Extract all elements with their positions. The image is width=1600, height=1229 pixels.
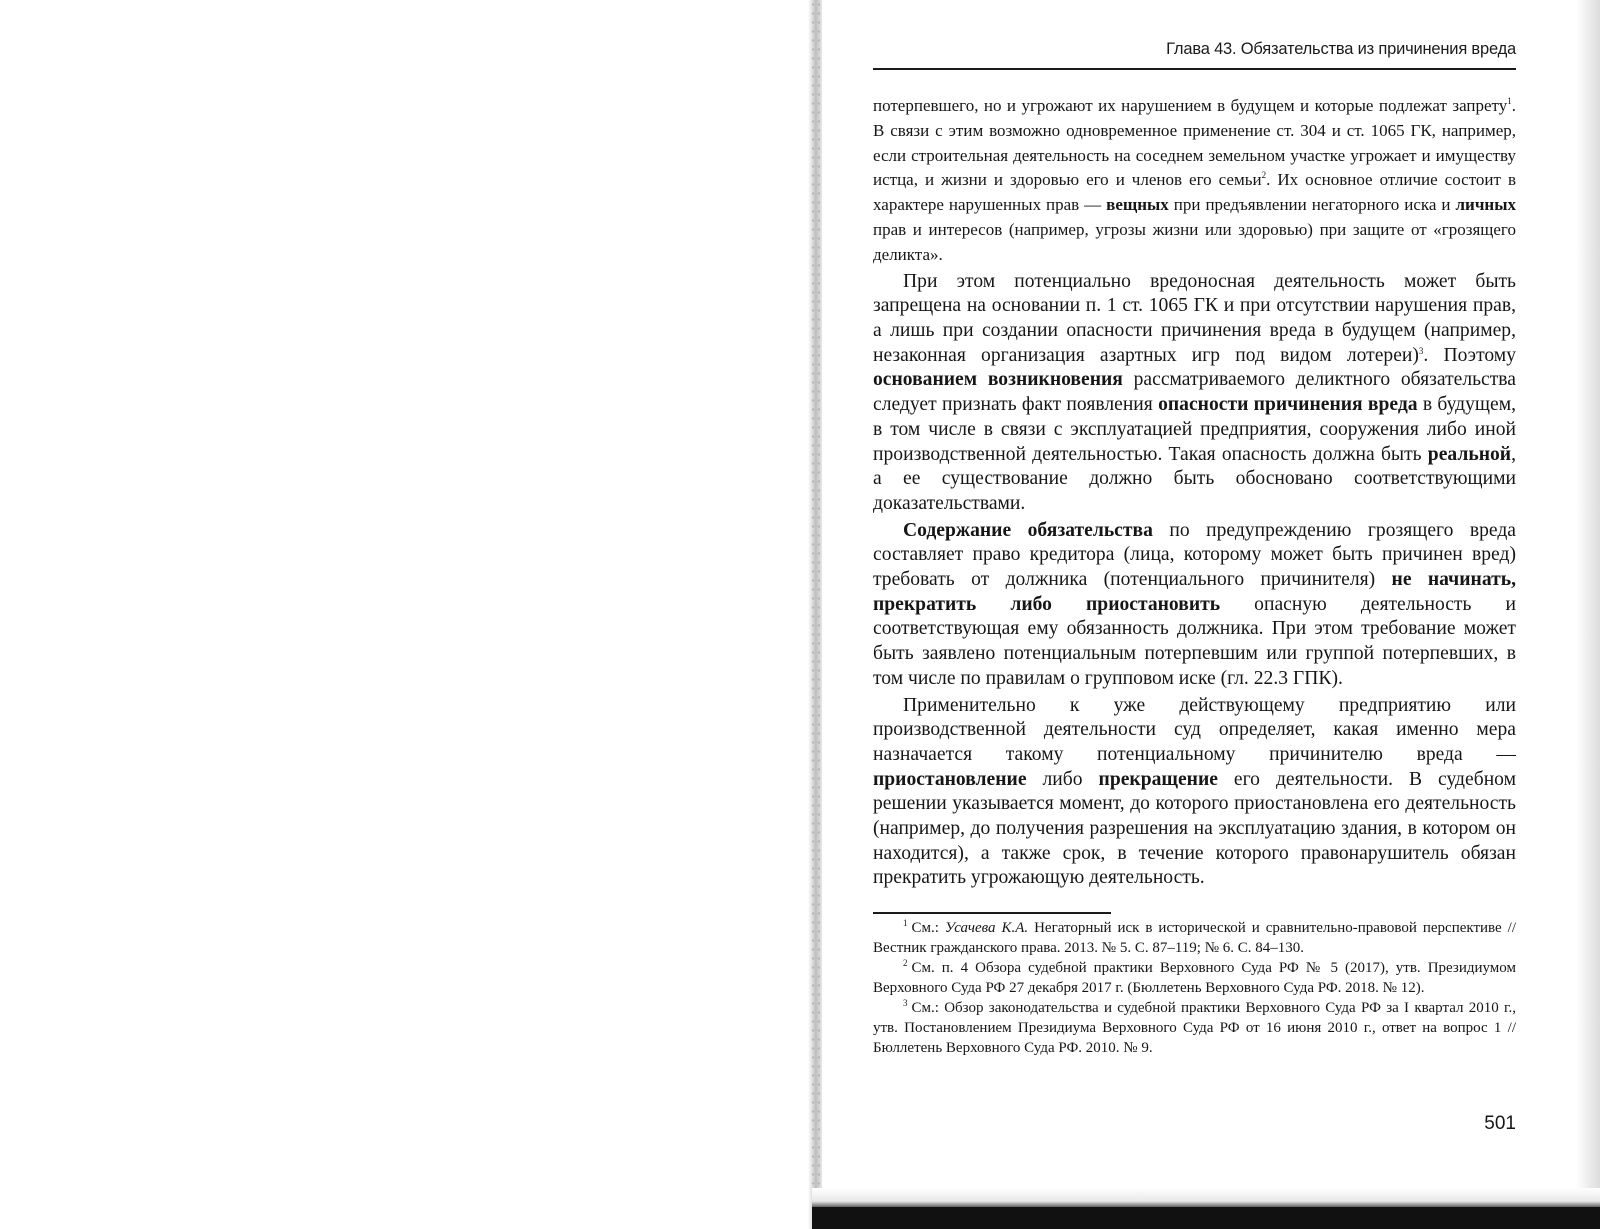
text-run: в будущем, в том числе в связи с эксплуатацией предприятия, сооружения либо иной производственной деятельностью. Такая опасность должна быть [873, 394, 1516, 465]
bold-term: опасности причинения вреда [1158, 394, 1418, 416]
footnote-number: 2 [903, 958, 908, 968]
text-run: Применительно к уже действующему предприятию или производственной деятельности суд определяет, какая именно мера назначается такому потенциальному причинителю вреда — [873, 694, 1516, 765]
paragraph-continuation [873, 94, 1516, 268]
page-number: 501 [1484, 1113, 1516, 1134]
bold-term: прекращение [1098, 768, 1218, 790]
text-run: по предупреждению грозящего вреда составляет право кредитора (лица, которому может быть причинен вред) требовать от должника (потенциального причинителя) [873, 519, 1516, 591]
footnote-ref-2: 2 [1261, 170, 1267, 181]
footnote-3 [873, 998, 1516, 1058]
text-run: опасную деятельность и соответствующая ему обязанность должника. При этом требование может быть заявлено потенциальным потерпевшим или группой потерпевших, в том числе по правилам о групповом иске (гл. 22.3 ГПК). [873, 593, 1516, 689]
paragraph-3 [873, 519, 1516, 692]
text-run: потерпевшего, но и угрожают их нарушением в будущем и которые подлежат запрету [873, 96, 1508, 115]
bold-term: Содержание обязательства [903, 519, 1153, 541]
bold-term: не начинать, прекратить либо приостановить [873, 569, 1516, 615]
paragraph-4 [873, 694, 1516, 892]
text-run: См. п. 4 Обзора судебной практики Верховного Суда РФ № 5 (2017), утв. Президиумом Верховного Суда РФ 27 декабря 2017 г. (Бюллетень Верховного Суда РФ. 2018. № 12). [873, 960, 1516, 996]
footnote-author: Усачева К.А. [944, 920, 1029, 936]
footnote-separator [873, 912, 1111, 914]
bold-term: личных [1455, 195, 1517, 215]
bold-term: реальной [1427, 443, 1512, 465]
text-run: См.: [911, 920, 945, 936]
footnote-ref-1: 1 [1507, 96, 1512, 106]
footnote-number: 3 [903, 998, 908, 1008]
footnote-1 [873, 918, 1516, 958]
bold-term: вещных [1106, 195, 1169, 215]
running-head: Глава 43. Обязательства из причинения вреда [1166, 40, 1516, 58]
text-run: См.: Обзор законодательства и судебной практики Верховного Суда РФ за I квартал 2010 г., утв. Постановлением Президиума Верховного Суда РФ от 16 июня 2010 г., ответ на вопрос 1 // Бюллетень Верховного Суда РФ. 2010. № 9. [873, 1000, 1516, 1056]
body-text [873, 94, 1516, 891]
page-edge-shadow [1576, 0, 1600, 1190]
text-run: При этом потенциально вредоносная деятельность может быть запрещена на основании п. 1 ст. 1065 ГК и при отсутствии нарушения прав, а лишь при создании опасности причинения вреда в будущем (например, незаконная организация азартных игр под видом лотереи) [873, 270, 1516, 366]
bold-term: основанием возникновения [873, 369, 1123, 391]
text-run: при предъявлении негаторного иска и [1168, 195, 1456, 215]
text-run: его деятельности. В судебном решении указывается момент, до которого приостановлена его деятельность (например, до получения разрешения на эксплуатацию здания, в котором он находится), а также срок, в течение которого правонарушитель обязан прекратить угрожающую деятельность. [873, 768, 1517, 889]
book-page [873, 0, 1516, 1229]
text-run: либо [1026, 768, 1099, 790]
text-run: рассматриваемого деликтного обязательства следует признать факт появления [873, 369, 1516, 416]
footnote-ref-3: 3 [1418, 345, 1424, 356]
footnote-2 [873, 958, 1516, 998]
text-run: . В связи с этим возможно одновременное применение ст. 304 и ст. 1065 ГК, например, если строительная деятельность на соседнем земельном участке угрожает и имуществу истца, и жизни и здоровью его и членов его семьи [873, 96, 1516, 190]
spine-texture [810, 0, 820, 1229]
footnotes [873, 918, 1516, 1058]
text-run: , а ее существование должно быть обосновано соответствующими доказательствами. [873, 443, 1516, 514]
header-rule [873, 68, 1516, 70]
bold-term: приостановление [873, 768, 1027, 790]
text-run: . Поэтому [1423, 344, 1516, 366]
text-run: прав и интересов (например, угрозы жизни или здоровью) при защите от «грозящего деликта». [873, 219, 1516, 264]
footnote-number: 1 [903, 918, 908, 928]
text-run: Негаторный иск в исторической и сравнительно-правовой перспективе // Вестник гражданского права. 2013. № 5. С. 87–119; № 6. С. 84–130. [873, 920, 1516, 956]
text-run: . Их основное отличие состоит в характере нарушенных прав — [873, 170, 1516, 215]
paragraph-2 [873, 270, 1516, 517]
